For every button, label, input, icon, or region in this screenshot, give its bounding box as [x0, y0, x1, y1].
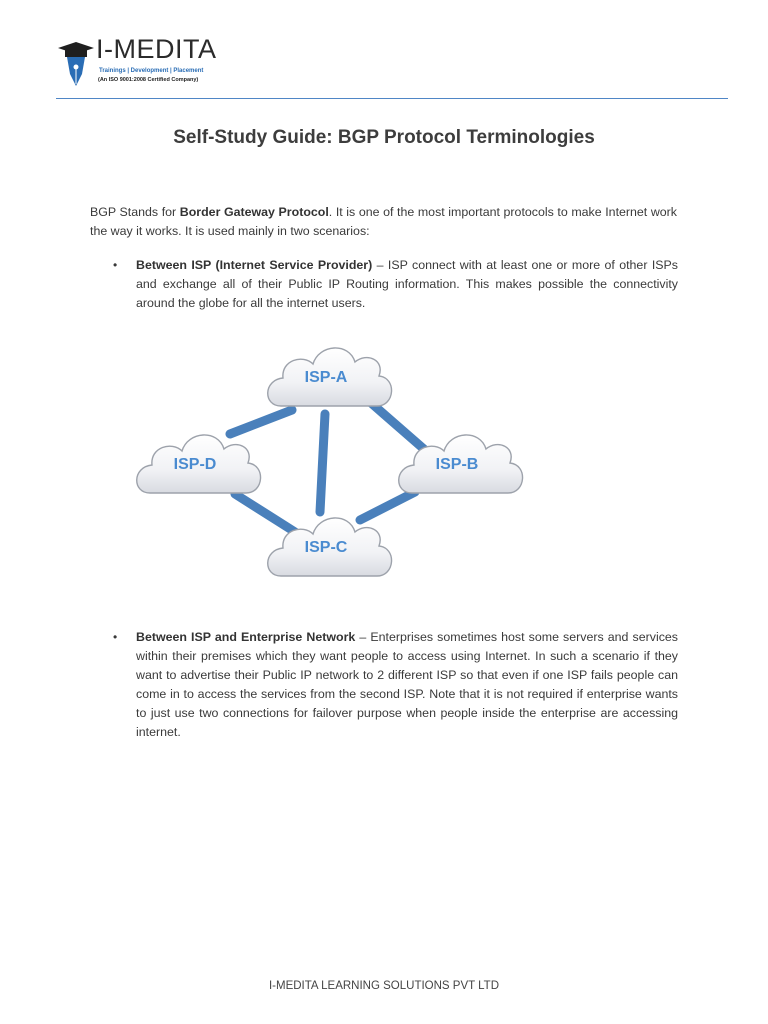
cloud-isp-a: [268, 348, 392, 406]
bullet-heading: Between ISP (Internet Service Provider): [136, 258, 373, 272]
cloud-label-isp-d: ISP-D: [173, 456, 217, 473]
header-divider: [56, 98, 728, 99]
bullet-isp-to-isp: [113, 256, 678, 313]
link-a-c: [320, 414, 325, 512]
logo-tagline: Trainings | Development | Placement: [99, 68, 204, 74]
link-a-b: [370, 402, 425, 450]
bullet-body: – ISP connect with at least one or more of other ISPs and exchange all of their Public IP Routing information. This makes possible the connectivity around the globe for all the internet users.: [136, 258, 678, 310]
isp-network-diagram: [130, 334, 530, 589]
page-footer: I-MEDITA LEARNING SOLUTIONS PVT LTD: [268, 980, 500, 992]
cloud-label-isp-b: ISP-B: [435, 456, 479, 473]
logo-name: I-MEDITA: [96, 34, 217, 64]
bullet-heading: Between ISP and Enterprise Network: [136, 630, 356, 644]
bullet-marker: •: [113, 258, 118, 272]
link-b-c: [360, 492, 415, 520]
cloud-label-isp-c: ISP-C: [304, 539, 348, 556]
bullet-isp-to-enterprise: [113, 628, 678, 742]
bullet-body: – Enterprises sometimes host some servers and services within their premises which they want people to access using Internet. In such a scenario if they want to advertise their Public IP network to 2 different ISP so that even if one ISP fails people can come in to access the services from the second ISP. Note that it is not required if enterprise wants to just use two connections for failover purpose when people inside the enterprise are accessing internet.: [136, 630, 678, 739]
link-d-c: [235, 494, 295, 532]
cloud-label-isp-a: ISP-A: [304, 369, 348, 386]
cloud-isp-d: [137, 435, 261, 493]
intro-text-2: . It is one of the most important protocols to make Internet work the way it works. It is used mainly in two scenarios:: [90, 205, 678, 238]
link-a-d: [230, 410, 292, 434]
logo-iso-note: (An ISO 9001:2008 Certified Company): [98, 77, 199, 83]
graduation-pen-icon: [56, 40, 96, 88]
intro-paragraph: [90, 203, 677, 241]
network-links: [230, 402, 425, 532]
intro-bold-term: Border Gateway Protocol: [179, 205, 329, 219]
intro-text-1: BGP Stands for: [90, 205, 180, 219]
page-title: Self-Study Guide: BGP Protocol Terminologies: [173, 127, 595, 148]
company-logo: [56, 36, 286, 92]
bullet-marker: •: [113, 630, 118, 644]
